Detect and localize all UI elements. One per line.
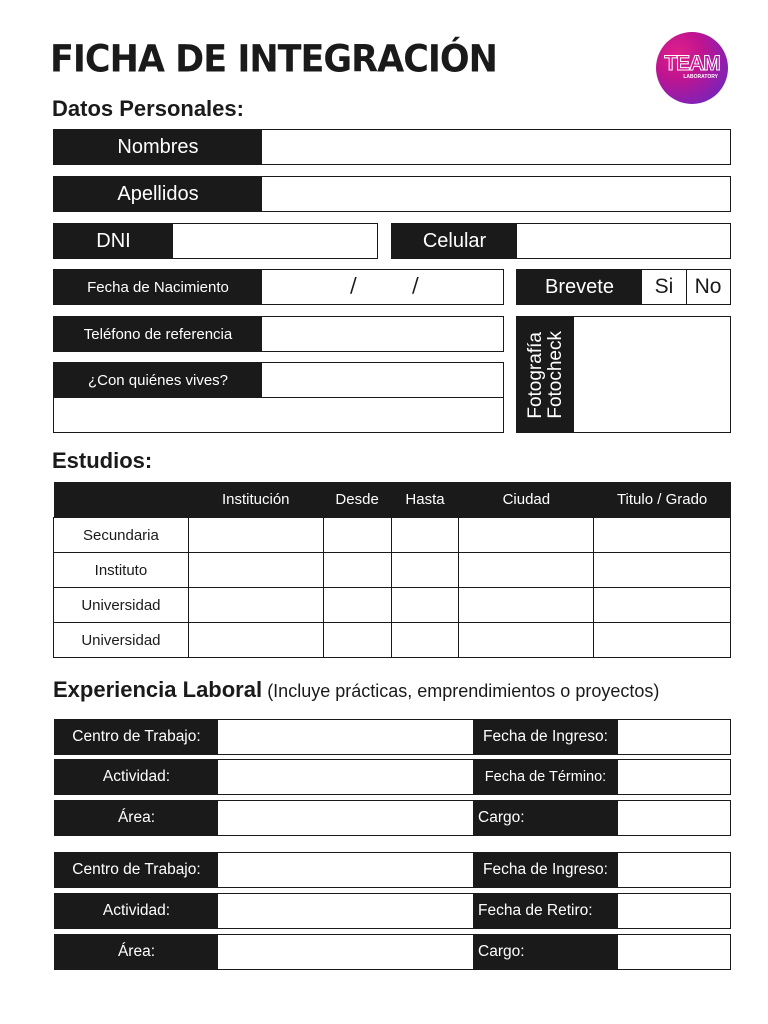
celular-input[interactable] — [517, 224, 730, 258]
table-cell-input[interactable] — [323, 588, 391, 623]
con-quienes-extra-input[interactable] — [54, 398, 503, 432]
table-cell-input[interactable] — [188, 588, 323, 623]
actividad-input[interactable] — [218, 760, 473, 794]
experience-heading: Experiencia Laboral — [53, 677, 263, 702]
actividad-input[interactable] — [218, 894, 473, 928]
column-header: Hasta — [391, 482, 459, 518]
date-separator: / — [412, 273, 419, 297]
row-label: Instituto — [54, 553, 189, 588]
exp1-row-area — [54, 800, 731, 836]
column-header: Titulo / Grado — [594, 482, 731, 518]
brevete-si-option[interactable]: Si — [642, 270, 687, 304]
table-cell-input[interactable] — [391, 518, 459, 553]
fecha-ingreso-label: Fecha de Ingreso: — [473, 853, 618, 887]
nombres-input[interactable] — [262, 130, 730, 164]
celular-label: Celular — [392, 224, 517, 258]
telefono-label: Teléfono de referencia — [54, 317, 262, 351]
table-cell-input[interactable] — [594, 588, 731, 623]
table-cell-input[interactable] — [391, 553, 459, 588]
logo-sub-text: LABORATORY — [683, 74, 718, 80]
dni-label: DNI — [54, 224, 173, 258]
date-separator: / — [350, 273, 357, 297]
table-cell-input[interactable] — [459, 518, 594, 553]
cargo-label: Cargo: — [473, 935, 618, 969]
area-input[interactable] — [218, 801, 473, 835]
fecha-nacimiento-input[interactable] — [262, 270, 503, 304]
row-label: Universidad — [54, 623, 189, 658]
photo-box — [516, 316, 731, 433]
telefono-row — [53, 316, 504, 352]
table-cell-input[interactable] — [594, 623, 731, 658]
photo-label: Fotografía Fotocheck — [524, 330, 566, 419]
experience-heading-block — [53, 677, 659, 703]
con-quienes-input[interactable] — [262, 363, 503, 398]
table-cell-input[interactable] — [459, 623, 594, 658]
apellidos-row — [53, 176, 731, 212]
area-label: Área: — [55, 801, 218, 835]
column-header: Desde — [323, 482, 391, 518]
dni-row — [53, 223, 378, 259]
fecha-retiro-label: Fecha de Retiro: — [473, 894, 618, 928]
row-label: Universidad — [54, 588, 189, 623]
brevete-no-option[interactable]: No — [694, 275, 722, 298]
table-row — [54, 518, 731, 553]
con-quienes-label: ¿Con quiénes vives? — [54, 363, 262, 398]
photo-label-band — [517, 317, 574, 432]
exp2-row-centro — [54, 852, 731, 888]
fecha-ingreso-input[interactable] — [618, 720, 730, 754]
team-laboratory-logo — [656, 32, 728, 104]
fecha-ingreso-input[interactable] — [618, 853, 730, 887]
page-title: FICHA DE INTEGRACIÓN — [50, 38, 497, 82]
celular-row — [391, 223, 731, 259]
table-cell-input[interactable] — [188, 553, 323, 588]
fecha-ingreso-label: Fecha de Ingreso: — [473, 720, 618, 754]
fecha-termino-input[interactable] — [618, 760, 730, 794]
table-row — [54, 623, 731, 658]
dni-input[interactable] — [173, 224, 377, 258]
nombres-label: Nombres — [54, 130, 262, 164]
column-header — [54, 482, 189, 518]
actividad-label: Actividad: — [55, 760, 218, 794]
column-header: Institución — [188, 482, 323, 518]
table-cell-input[interactable] — [391, 623, 459, 658]
cargo-input[interactable] — [618, 801, 730, 835]
telefono-input[interactable] — [262, 317, 503, 351]
cargo-input[interactable] — [618, 935, 730, 969]
row-label: Secundaria — [54, 518, 189, 553]
table-cell-input[interactable] — [391, 588, 459, 623]
centro-trabajo-label: Centro de Trabajo: — [55, 720, 218, 754]
studies-table — [53, 482, 731, 658]
studies-heading: Estudios: — [52, 448, 153, 473]
table-cell-input[interactable] — [188, 623, 323, 658]
table-cell-input[interactable] — [323, 553, 391, 588]
experience-subheading: (Incluye prácticas, emprendimientos o proyectos) — [267, 681, 660, 701]
exp1-row-centro — [54, 719, 731, 755]
studies-header-row — [54, 482, 731, 518]
brevete-label: Brevete — [517, 270, 642, 304]
fecha-nacimiento-label: Fecha de Nacimiento — [54, 270, 262, 304]
apellidos-label: Apellidos — [54, 177, 262, 211]
actividad-label: Actividad: — [55, 894, 218, 928]
fecha-retiro-input[interactable] — [618, 894, 730, 928]
brevete-row — [516, 269, 731, 305]
column-header: Ciudad — [459, 482, 594, 518]
centro-trabajo-input[interactable] — [218, 720, 473, 754]
table-row — [54, 588, 731, 623]
area-label: Área: — [55, 935, 218, 969]
area-input[interactable] — [218, 935, 473, 969]
centro-trabajo-label: Centro de Trabajo: — [55, 853, 218, 887]
table-cell-input[interactable] — [459, 553, 594, 588]
centro-trabajo-input[interactable] — [218, 853, 473, 887]
table-cell-input[interactable] — [459, 588, 594, 623]
logo-team-text: TEAM — [664, 52, 720, 75]
exp2-row-actividad — [54, 893, 731, 929]
table-cell-input[interactable] — [594, 518, 731, 553]
table-cell-input[interactable] — [323, 518, 391, 553]
exp1-row-actividad — [54, 759, 731, 795]
table-row — [54, 553, 731, 588]
table-cell-input[interactable] — [323, 623, 391, 658]
table-cell-input[interactable] — [594, 553, 731, 588]
apellidos-input[interactable] — [262, 177, 730, 211]
con-quienes-block — [53, 362, 504, 433]
exp2-row-area — [54, 934, 731, 970]
fecha-nacimiento-row — [53, 269, 504, 305]
fecha-termino-label: Fecha de Término: — [473, 760, 618, 794]
nombres-row — [53, 129, 731, 165]
cargo-label: Cargo: — [473, 801, 618, 835]
table-cell-input[interactable] — [188, 518, 323, 553]
photo-area[interactable] — [574, 317, 730, 432]
personal-data-heading: Datos Personales: — [52, 96, 244, 121]
